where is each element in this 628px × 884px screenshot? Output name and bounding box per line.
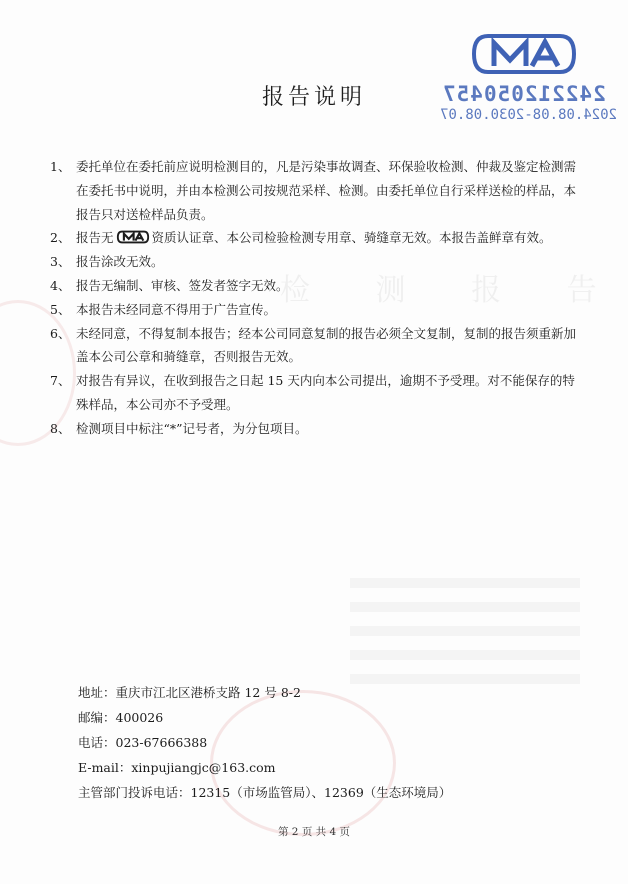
item-text: 未经同意，不得复制本报告；经本公司同意复制的报告必须全文复制，复制的报告须重新加盖本公司公章和骑缝章，否则报告无效。 <box>76 325 577 365</box>
stamp-validity-date: 2024.08.08-2030.08.07 <box>440 107 618 123</box>
list-item <box>50 155 580 226</box>
item-number: 6、 <box>50 325 71 341</box>
complaint-phone-line: 主管部门投诉电话：12315（市场监管局）、12369（生态环境局） <box>78 785 452 800</box>
stamp-certificate-code: 242212050457 <box>442 82 606 106</box>
postcode-line: 邮编：400026 <box>78 710 164 725</box>
list-item <box>50 274 580 298</box>
show-through-text: 检 测 报 告 <box>280 273 625 308</box>
address-line: 地址：重庆市江北区港桥支路 12 号 8-2 <box>78 685 301 700</box>
item-text-after: 资质认证章、本公司检验检测专用章、骑缝章无效。本报告盖鲜章有效。 <box>151 230 552 246</box>
item-number: 3、 <box>50 254 71 270</box>
list-item <box>50 369 580 417</box>
item-text: 报告无编制、审核、签发者签字无效。 <box>76 277 289 293</box>
item-text: 报告涂改无效。 <box>76 254 164 270</box>
item-text <box>76 226 580 250</box>
item-number: 7、 <box>50 373 71 389</box>
list-item <box>50 322 580 370</box>
notes-list <box>50 155 580 441</box>
page-title: 报告说明 <box>261 85 366 110</box>
email-line: E-mail：xinpujiangjc@163.com <box>78 760 276 775</box>
item-number: 4、 <box>50 277 71 293</box>
item-text: 对报告有异议，在收到报告之日起 15 天内向本公司提出，逾期不予受理。对不能保存的特殊样品，本公司亦不予受理。 <box>76 373 575 412</box>
phone-line: 电话：023-67666388 <box>78 735 208 750</box>
contact-info <box>78 680 451 805</box>
list-item <box>50 298 580 322</box>
list-item <box>50 417 580 441</box>
item-text: 检测项目中标注“*”记号者，为分包项目。 <box>76 420 308 436</box>
item-text: 委托单位在委托前应说明检测目的，凡是污染事故调查、环保验收检测、仲裁及鉴定检测需在委托书中说明，并由本检测公司按规范采样、检测。由委托单位自行采样送检的样品，本报告只对送检样品负责。 <box>76 159 577 222</box>
cma-mark-icon <box>116 229 150 245</box>
page-number: 第 2 页 共 4 页 <box>277 826 351 838</box>
item-number: 8、 <box>50 420 71 436</box>
item-text-before: 报告无 <box>76 230 114 246</box>
item-number: 1、 <box>50 159 71 174</box>
list-item <box>50 250 580 274</box>
item-number: 5、 <box>50 301 71 317</box>
list-item <box>50 226 580 250</box>
cma-logo-icon <box>468 30 580 78</box>
item-number: 2、 <box>50 230 71 246</box>
item-text: 本报告未经同意不得用于广告宣传。 <box>76 301 277 317</box>
